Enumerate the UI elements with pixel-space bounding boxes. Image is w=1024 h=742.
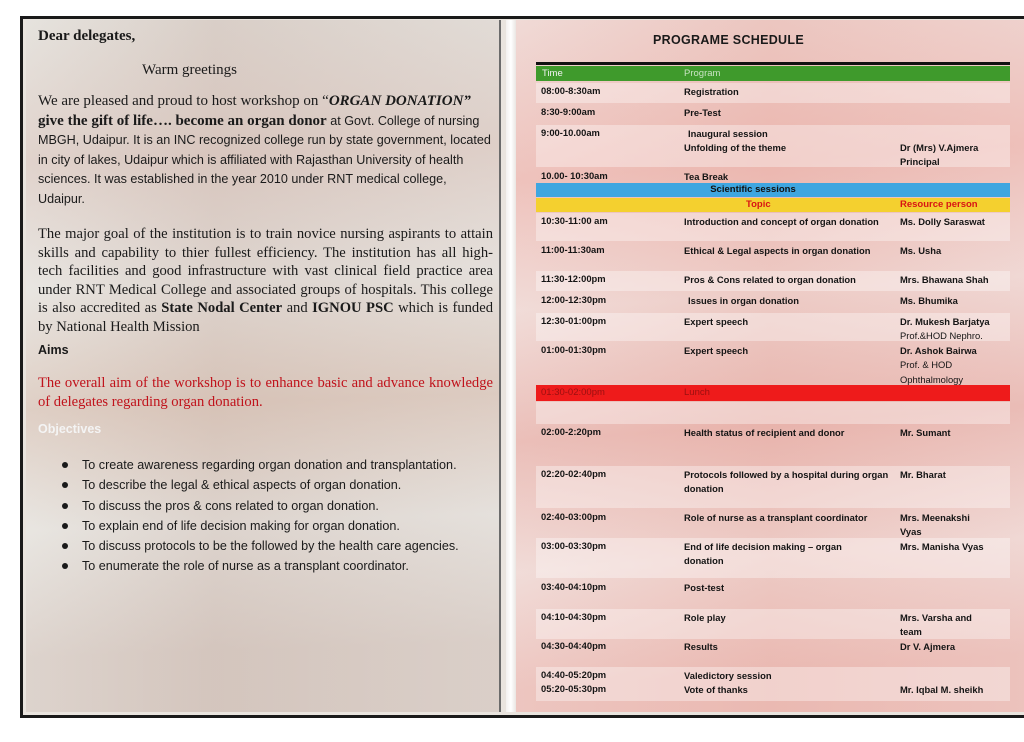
row-program: Post-test bbox=[684, 582, 725, 593]
row-program: Valedictory session bbox=[684, 670, 772, 681]
goal-part-2: and bbox=[282, 300, 313, 316]
scientific-sessions-band: Scientific sessions bbox=[536, 183, 1010, 197]
schedule-row bbox=[536, 168, 1010, 183]
greeting: Dear delegates, bbox=[38, 28, 136, 44]
row-time: 03:40-04:10pm bbox=[541, 581, 607, 592]
person-title: Prof. & HOD Ophthalmology bbox=[900, 359, 964, 385]
left-panel bbox=[26, 20, 501, 712]
page-fold bbox=[506, 20, 516, 712]
row-program: Expert speech bbox=[684, 345, 749, 356]
schedule-row bbox=[536, 466, 1010, 508]
row-person: Mr. Bharat bbox=[900, 469, 946, 480]
row-program: Pre-Test bbox=[684, 107, 721, 118]
warm-greetings: Warm greetings bbox=[142, 62, 238, 78]
intro-slogan: give the gift of life…. become an organ donor bbox=[38, 112, 327, 129]
row-time: 04:10-04:30pm bbox=[541, 611, 607, 622]
objectives-list bbox=[62, 456, 502, 578]
row-person: Mr. Sumant bbox=[900, 427, 951, 438]
objective-text: To explain end of life decision making for organ donation. bbox=[82, 518, 400, 533]
bullet-icon bbox=[62, 462, 68, 468]
person-name: Dr. Mukesh Barjatya bbox=[900, 316, 990, 327]
objective-text: To enumerate the role of nurse as a transplant coordinator. bbox=[82, 559, 409, 574]
intro-part-1: We are pleased and proud to host workshop on “ bbox=[38, 93, 329, 109]
schedule-row bbox=[536, 509, 1010, 539]
schedule-header bbox=[536, 66, 1010, 81]
row-person: Ms. Usha bbox=[900, 245, 942, 256]
objective-text: To discuss protocols to be the followed by the health care agencies. bbox=[82, 539, 459, 554]
row-time: 08:00-8:30am bbox=[541, 85, 601, 96]
schedule-row bbox=[536, 538, 1010, 578]
schedule-row bbox=[536, 342, 1010, 385]
schedule-row bbox=[536, 609, 1010, 639]
row-person: Ms. Bhumika bbox=[900, 295, 958, 306]
row-person: Mrs. Meenakshi Vyas bbox=[900, 512, 970, 538]
row-program: End of life decision making – organ donation bbox=[684, 541, 842, 567]
row-program: Introduction and concept of organ donation bbox=[684, 216, 879, 227]
resource-label: Resource person bbox=[900, 199, 978, 210]
row-time: 11:30-12:00pm bbox=[541, 273, 606, 284]
person-name: Dr (Mrs) V.Ajmera bbox=[900, 142, 979, 153]
objective-text: To describe the legal & ethical aspects of organ donation. bbox=[82, 478, 402, 493]
row-person bbox=[900, 315, 1012, 344]
objective-item bbox=[62, 456, 502, 476]
row-program: Tea Break bbox=[684, 171, 729, 182]
intro-part-3: at Govt. College of nursing MBGH, Udaipur. It is an INC recognized college run by state government, located in city of lakes, Udaipur which is affiliated with Rajasthan University of health sciences. It was established in the year 2010 under RNT medical college, Udaipur. bbox=[38, 113, 491, 206]
objective-item bbox=[62, 537, 502, 557]
bullet-icon bbox=[62, 523, 68, 529]
schedule-row bbox=[536, 638, 1010, 666]
objective-text: To discuss the pros & cons related to organ donation. bbox=[82, 498, 379, 513]
row-time: 03:00-03:30pm bbox=[541, 540, 607, 551]
row-time: 04:40-05:20pm bbox=[541, 669, 607, 680]
schedule-row bbox=[536, 213, 1010, 241]
row-time: 02:20-02:40pm bbox=[541, 468, 607, 479]
row-person: Mrs. Bhawana Shah bbox=[900, 274, 989, 285]
row-program: Ethical & Legal aspects in organ donation bbox=[684, 245, 871, 256]
objective-text: To create awareness regarding organ donation and transplantation. bbox=[82, 458, 457, 472]
schedule-row bbox=[536, 313, 1010, 341]
intro-title: ORGAN DONATION” bbox=[328, 93, 471, 109]
lunch-band bbox=[536, 385, 1010, 401]
schedule-row bbox=[536, 125, 1010, 167]
schedule-row bbox=[536, 579, 1010, 609]
row-person bbox=[900, 344, 990, 387]
person-title: Principal bbox=[900, 156, 940, 168]
header-time: Time bbox=[542, 68, 563, 79]
row-time: 02:00-2:20pm bbox=[541, 426, 601, 437]
row-program: Role of nurse as a transplant coordinator bbox=[684, 512, 868, 523]
goal-paragraph bbox=[38, 225, 493, 336]
schedule-row bbox=[536, 681, 1010, 701]
objective-item bbox=[62, 497, 502, 517]
row-program: Pros & Cons related to organ donation bbox=[684, 274, 856, 285]
goal-bold-2: IGNOU PSC bbox=[312, 300, 394, 316]
schedule-row bbox=[536, 424, 1010, 464]
row-time: 11:00-11:30am bbox=[541, 244, 605, 255]
schedule-row bbox=[536, 667, 1010, 681]
aims-text: The overall aim of the workshop is to enhance basic and advance knowledge of delegates regarding organ donation. bbox=[38, 375, 493, 410]
bullet-icon bbox=[62, 503, 68, 509]
person-name: Dr. Ashok Bairwa bbox=[900, 345, 977, 356]
lunch-time: 01:30-02:00pm bbox=[541, 387, 605, 398]
row-person: Mrs. Manisha Vyas bbox=[900, 541, 984, 552]
row-time: 10.00- 10:30am bbox=[541, 170, 608, 181]
row-time: 9:00-10.00am bbox=[541, 127, 600, 138]
schedule-row bbox=[536, 242, 1010, 272]
schedule-row bbox=[536, 271, 1010, 291]
row-time: 05:20-05:30pm bbox=[541, 683, 607, 694]
row-program-line: Unfolding of the theme bbox=[684, 142, 787, 154]
goal-part-3: which is funded by National Health Mission bbox=[38, 300, 493, 335]
schedule-row bbox=[536, 104, 1010, 124]
schedule-title: PROGRAME SCHEDULE bbox=[653, 33, 804, 47]
bullet-icon bbox=[62, 543, 68, 549]
row-time: 04:30-04:40pm bbox=[541, 640, 607, 651]
row-time: 02:40-03:00pm bbox=[541, 511, 607, 522]
row-program: Role play bbox=[684, 612, 726, 623]
row-program: Vote of thanks bbox=[684, 684, 748, 695]
objectives-heading: Objectives bbox=[38, 422, 102, 436]
schedule-spacer-row bbox=[536, 402, 1010, 424]
row-time: 12:00-12:30pm bbox=[541, 294, 607, 305]
intro-paragraph bbox=[38, 92, 493, 209]
row-person: Mr. Iqbal M. sheikh bbox=[900, 684, 984, 695]
row-program-line: Inaugural session bbox=[688, 128, 768, 139]
row-person: Dr V. Ajmera bbox=[900, 641, 956, 652]
bullet-icon bbox=[62, 563, 68, 569]
row-program: Issues in organ donation bbox=[688, 295, 799, 306]
row-time: 8:30-9:00am bbox=[541, 106, 596, 117]
objective-item bbox=[62, 517, 502, 537]
person-title: Prof.&HOD Nephro. bbox=[900, 330, 983, 342]
lunch-label: Lunch bbox=[684, 387, 710, 398]
schedule-panel bbox=[516, 20, 1024, 712]
row-program: Registration bbox=[684, 86, 739, 97]
header-program: Program bbox=[684, 68, 721, 79]
row-program: Protocols followed by a hospital during organ donation bbox=[684, 469, 889, 495]
bullet-icon bbox=[62, 482, 68, 488]
schedule-row bbox=[536, 292, 1010, 312]
row-program: Expert speech bbox=[684, 316, 749, 327]
row-time: 01:00-01:30pm bbox=[541, 344, 607, 355]
row-time: 12:30-01:00pm bbox=[541, 315, 607, 326]
schedule-row bbox=[536, 83, 1010, 103]
goal-part-1: The major goal of the institution is to train novice nursing aspirants to attain skills and capability to thier fullest efficiency. The institution has all high-tech facilities and good infrastructure with vast clinical field practice area under RNT Medical College and associated groups of hospitals. This college is also accredited as bbox=[38, 226, 493, 316]
objective-item bbox=[62, 557, 502, 577]
aims-heading: Aims bbox=[38, 343, 69, 357]
topic-header bbox=[536, 198, 1010, 212]
row-person bbox=[900, 141, 1012, 170]
row-program: Results bbox=[684, 641, 718, 652]
objective-item bbox=[62, 476, 502, 496]
row-program bbox=[684, 127, 894, 156]
row-program: Health status of recipient and donor bbox=[684, 427, 845, 438]
row-person: Ms. Dolly Saraswat bbox=[900, 216, 985, 227]
topic-label: Topic bbox=[746, 199, 771, 210]
row-time: 10:30-11:00 am bbox=[541, 215, 608, 226]
goal-bold-1: State Nodal Center bbox=[161, 300, 283, 316]
schedule-divider bbox=[536, 62, 1010, 65]
row-person: Mrs. Varsha and team bbox=[900, 612, 972, 638]
